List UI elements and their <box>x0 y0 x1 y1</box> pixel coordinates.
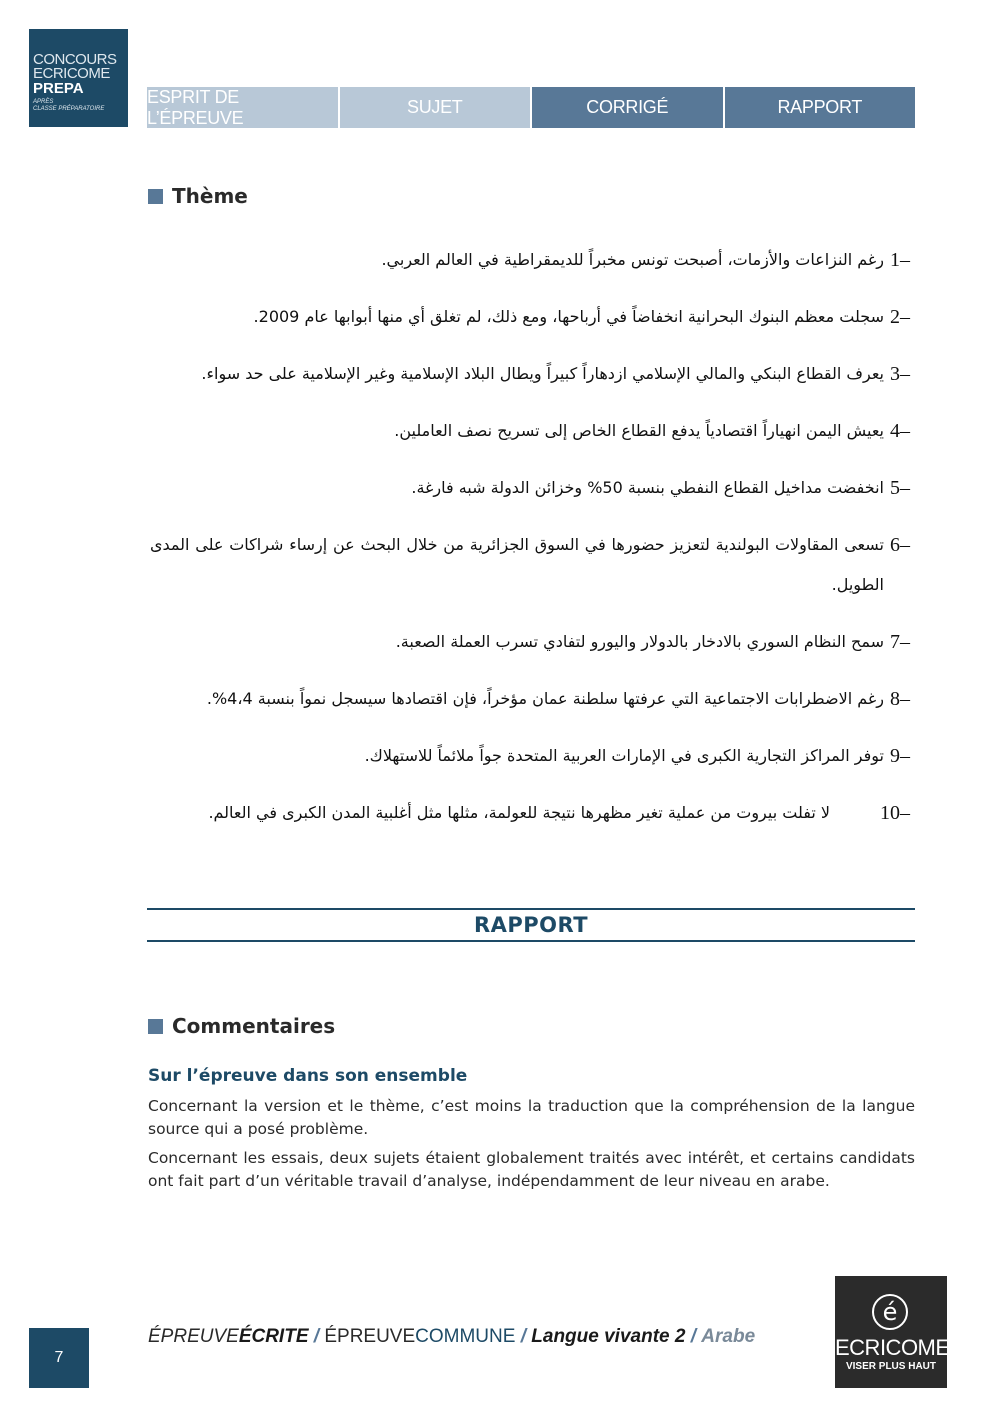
list-item <box>150 468 910 508</box>
footer-epreuve-info <box>148 1326 755 1348</box>
footer-epreuve: ÉPREUVE <box>148 1326 239 1347</box>
list-item <box>150 793 910 833</box>
logo-line-classe: CLASSE PRÉPARATOIRE <box>33 106 105 112</box>
ecricome-logo <box>835 1276 950 1388</box>
commentaires-heading <box>148 1014 335 1038</box>
list-item-text: يعيش اليمن انهياراً اقتصادياً يدفع القطاع الخاص إلى تسريح نصف العاملين. <box>394 421 884 440</box>
list-item-text: يعرف القطاع البنكي والمالي الإسلامي ازدهاراً كبيراً ويطال البلاد الإسلامية وغير الإسلامية على حد سواء. <box>201 364 884 383</box>
footer-ecrite: ÉCRITE <box>238 1326 309 1347</box>
list-item <box>150 525 910 605</box>
footer-epreuve-2: ÉPREUVE <box>324 1326 416 1347</box>
brand-name: ECRICOME <box>835 1335 950 1360</box>
list-item <box>150 622 910 662</box>
rapport-title: RAPPORT <box>473 913 589 937</box>
footer-langue: Langue vivante 2 <box>531 1326 686 1347</box>
list-item <box>150 679 910 719</box>
logo-line-ecricome: ECRICOME <box>33 65 110 82</box>
footer-separator: / <box>690 1326 697 1347</box>
subheading-ensemble: Sur l’épreuve dans son ensemble <box>148 1066 468 1086</box>
list-item-text: سمح النظام السوري بالادخار بالدولار واليورو لتفادي تسرب العملة الصعبة. <box>395 632 884 651</box>
logo-line-concours: CONCOURS <box>33 51 117 68</box>
ecricome-emblem-icon: é <box>872 1294 908 1330</box>
list-item-number: 3– <box>890 363 910 385</box>
list-item-number: 10– <box>880 802 910 824</box>
tab-corrige[interactable]: CORRIGÉ <box>532 87 723 128</box>
concours-logo <box>29 29 128 127</box>
theme-heading-text: Thème <box>172 184 248 208</box>
list-item-number: 4– <box>890 420 910 442</box>
list-item <box>150 354 910 394</box>
list-item-number: 5– <box>890 477 910 499</box>
logo-line-prepa: PREPA <box>33 80 84 97</box>
tab-rapport[interactable]: RAPPORT <box>725 87 916 128</box>
square-bullet-icon <box>148 189 163 204</box>
list-item-number: 8– <box>890 688 910 710</box>
list-item-number: 7– <box>890 631 910 653</box>
list-item <box>150 736 910 776</box>
theme-heading <box>148 184 248 208</box>
list-item <box>150 297 910 337</box>
list-item-number: 6– <box>890 534 910 556</box>
list-item-number: 9– <box>890 745 910 767</box>
footer-arabe: Arabe <box>701 1326 756 1347</box>
square-bullet-icon <box>148 1019 163 1034</box>
list-item <box>150 411 910 451</box>
list-item-text: تسعى المقاولات البولندية لتعزيز حضورها في السوق الجزائرية من خلال البحث عن إرساء شراكات على المدى الطويل. <box>150 535 884 594</box>
list-item-text: سجلت معظم البنوك البحرانية انخفاضاً في أرباحها، ومع ذلك، لم تغلق أي منها أبوابها عام 2009. <box>253 307 884 326</box>
footer-separator: / <box>313 1326 320 1347</box>
section-tabs <box>147 87 915 128</box>
rapport-banner <box>147 908 915 942</box>
theme-list <box>150 240 910 833</box>
footer-commune: COMMUNE <box>415 1326 516 1347</box>
paragraph-version-theme: Concernant la version et le thème, c’est moins la traduction que la compréhension de la langue source qui a posé problème. <box>148 1097 915 1138</box>
list-item-text: رغم النزاعات والأزمات، أصبحت تونس مخبراً للديمقراطية في العالم العربي. <box>381 250 884 269</box>
paragraph-essais: Concernant les essais, deux sujets étaient globalement traités avec intérêt, et certains candidats ont fait part d’un véritable travail d’analyse, indépendamment de leur niveau en arabe. <box>148 1149 915 1190</box>
brand-tagline: VISER PLUS HAUT <box>845 1361 936 1372</box>
commentaires-heading-text: Commentaires <box>172 1014 336 1038</box>
list-item-text: لا تفلت بيروت من عملية تغير مظهرها نتيجة للعولمة، مثلها مثل أغلبية المدن الكبرى في العالم. <box>208 803 830 822</box>
list-item-text: توفر المراكز التجارية الكبرى في الإمارات العربية المتحدة جواً ملائماً للاستهلاك. <box>364 746 884 765</box>
list-item-text: رغم الاضطرابات الاجتماعية التي عرفتها سلطنة عمان مؤخراً، فإن اقتصادها سيسجل نمواً بنسبة 4،4%. <box>206 689 884 708</box>
page-number: 7 <box>54 1349 64 1366</box>
logo-line-apres: APRÈS <box>33 99 54 105</box>
list-item <box>150 240 910 280</box>
footer-separator: / <box>520 1326 526 1347</box>
list-item-number: 1– <box>890 249 910 271</box>
tab-sujet[interactable]: SUJET <box>340 87 531 128</box>
list-item-number: 2– <box>890 306 910 328</box>
page-number-box <box>29 1328 89 1388</box>
list-item-text: انخفضت مداخيل القطاع النفطي بنسبة 50% وخزائن الدولة شبه فارغة. <box>411 478 884 497</box>
tab-esprit[interactable]: ESPRIT DE L’ÉPREUVE <box>147 87 338 128</box>
